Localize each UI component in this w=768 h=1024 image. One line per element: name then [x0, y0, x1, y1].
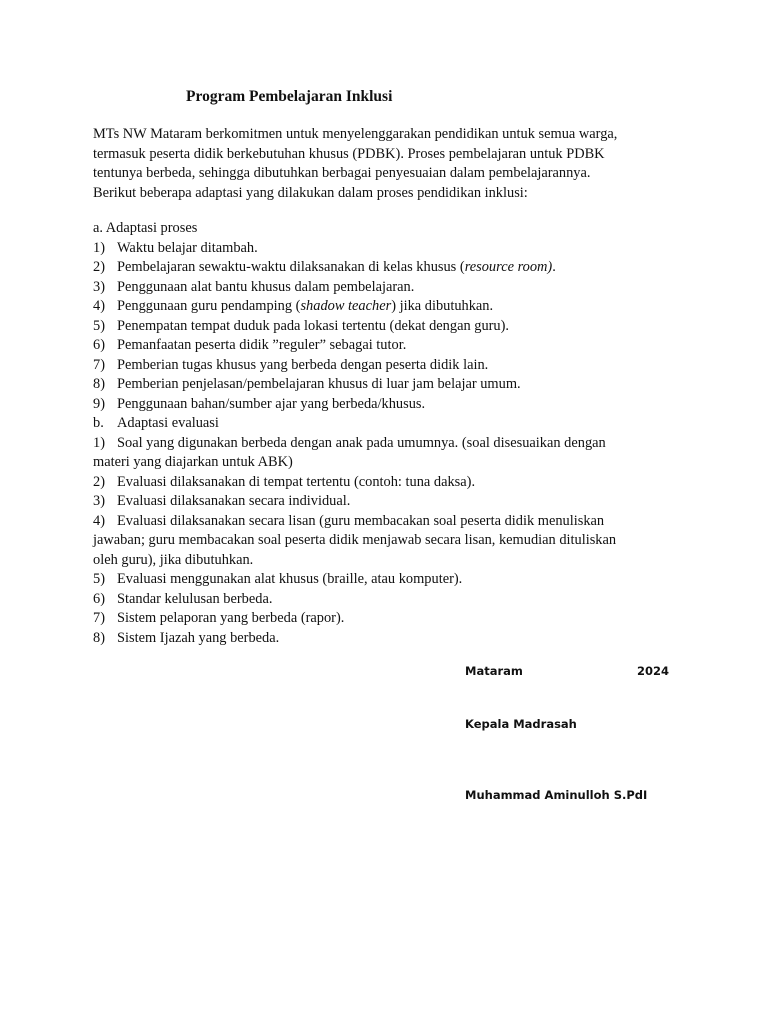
list-item — [93, 395, 683, 415]
item-text-end: ) jika dibutuhkan. — [391, 298, 494, 314]
item-number: 6) — [93, 590, 105, 607]
item-number: 3) — [93, 493, 105, 509]
item-text-continued: jawaban; guru membacakan soal peserta didik menjawab secara lisan, kemudian dituliskan — [93, 532, 617, 548]
item-number: 4) — [93, 512, 105, 529]
item-text: Pemberian tugas khusus yang berbeda dengan peserta didik lain. — [117, 356, 489, 373]
list-item — [93, 239, 683, 259]
item-text: Penggunaan guru pendamping ( — [117, 298, 301, 314]
section-heading-evaluasi — [93, 414, 683, 434]
item-number: 6) — [93, 337, 105, 353]
list-item — [93, 375, 683, 395]
signature-name: Muhammad Aminulloh S.PdI — [465, 788, 648, 802]
item-text: Penempatan tempat duduk pada lokasi tertentu (dekat dengan guru). — [117, 317, 510, 334]
item-text: Evaluasi menggunakan alat khusus (braille, atau komputer). — [117, 571, 463, 587]
item-number: 7) — [93, 610, 105, 626]
item-text: Standar kelulusan berbeda. — [117, 590, 273, 607]
item-number: 1) — [93, 239, 105, 256]
item-emphasis: resource room) — [464, 259, 553, 275]
item-text-continued: materi yang diajarkan untuk ABK) — [93, 454, 293, 470]
item-number: 7) — [93, 356, 105, 373]
item-text: Evaluasi dilaksanakan secara individual. — [117, 493, 351, 509]
section-adaptasi-proses — [93, 219, 683, 648]
list-item — [93, 609, 683, 629]
intro-line: termasuk peserta didik berkebutuhan khusus (PDBK). Proses pembelajaran untuk PDBK — [93, 145, 605, 162]
intro-line: Berikut beberapa adaptasi yang dilakukan dalam proses pendidikan inklusi: — [93, 184, 528, 201]
item-text: Pemberian penjelasan/pembelajaran khusus di luar jam belajar umum. — [117, 376, 521, 392]
list-item — [93, 629, 683, 649]
item-text-end: . — [552, 259, 556, 275]
list-item — [93, 258, 683, 278]
list-item — [93, 356, 683, 376]
item-text: Pemanfaatan peserta didik ”reguler” sebagai tutor. — [117, 337, 407, 353]
item-number: 4) — [93, 298, 105, 314]
intro-line: tentunya berbeda, sehingga dibutuhkan berbagai penyesuaian dalam pembelajarannya. — [93, 165, 591, 181]
item-number: 8) — [93, 629, 105, 646]
signature-place-date — [465, 664, 523, 678]
item-text-continued: oleh guru), jika dibutuhkan. — [93, 551, 254, 568]
item-text: Penggunaan bahan/sumber ajar yang berbeda/khusus. — [117, 395, 426, 412]
item-text: Evaluasi dilaksanakan di tempat tertentu (contoh: tuna daksa). — [117, 473, 476, 490]
list-item — [93, 512, 683, 571]
document-title: Program Pembelajaran Inklusi — [186, 88, 393, 105]
item-number: 2) — [93, 259, 105, 275]
list-item — [93, 473, 683, 493]
list-item — [93, 492, 683, 512]
item-text: Sistem pelaporan yang berbeda (rapor). — [117, 610, 345, 626]
signature-place: Mataram — [465, 664, 523, 678]
item-number: 8) — [93, 376, 105, 392]
list-item — [93, 590, 683, 610]
section-heading-text: Adaptasi evaluasi — [117, 415, 219, 431]
item-text: Pembelajaran sewaktu-waktu dilaksanakan di kelas khusus ( — [117, 259, 465, 275]
item-number: 3) — [93, 278, 105, 295]
item-number: 9) — [93, 395, 105, 412]
list-item — [93, 297, 683, 317]
list-item — [93, 278, 683, 298]
item-emphasis: shadow teacher — [300, 298, 392, 314]
item-number: 1) — [93, 434, 105, 451]
list-item — [93, 570, 683, 590]
intro-line: MTs NW Mataram berkomitmen untuk menyelenggarakan pendidikan untuk semua warga, — [93, 126, 618, 142]
item-text: Evaluasi dilaksanakan secara lisan (guru membacakan soal peserta didik menuliskan — [117, 512, 605, 529]
list-item — [93, 434, 683, 473]
item-text: Soal yang digunakan berbeda dengan anak pada umumnya. (soal disesuaikan dengan — [117, 434, 606, 451]
item-text: Sistem Ijazah yang berbeda. — [117, 629, 280, 646]
list-item — [93, 336, 683, 356]
item-number: 2) — [93, 473, 105, 490]
list-item — [93, 317, 683, 337]
item-number: 5) — [93, 317, 105, 334]
item-number: 5) — [93, 571, 105, 587]
section-letter: b. — [93, 415, 104, 431]
intro-paragraph — [93, 125, 693, 203]
signature-year: 2024 — [637, 664, 670, 678]
item-text: Waktu belajar ditambah. — [117, 239, 258, 256]
section-heading: a. Adaptasi proses — [93, 220, 198, 236]
item-text: Penggunaan alat bantu khusus dalam pembelajaran. — [117, 278, 415, 295]
signature-position: Kepala Madrasah — [465, 717, 577, 731]
